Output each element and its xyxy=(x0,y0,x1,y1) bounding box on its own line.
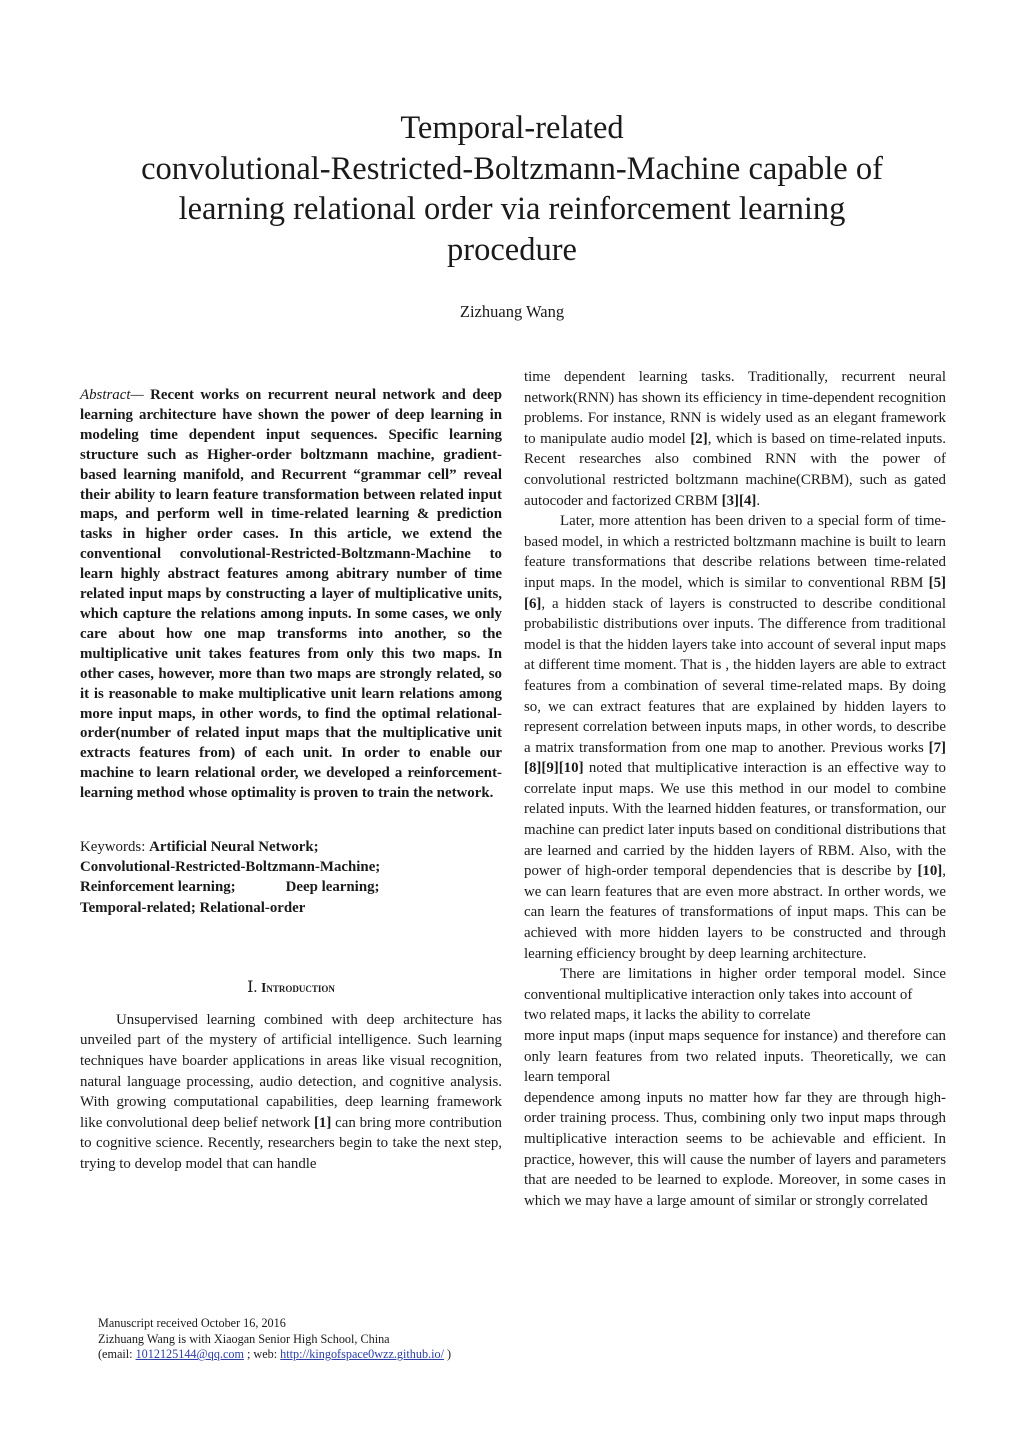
keyword-item: Convolutional-Restricted-Boltzmann-Machine; xyxy=(80,859,381,876)
keyword-item: Deep learning; xyxy=(285,879,380,896)
citation-ref: [5][6] xyxy=(524,574,946,612)
body-text: There are limitations in higher order temporal model. Since conventional multiplicative interaction only takes into account of xyxy=(524,966,946,1003)
body-fragment: dependence among inputs no matter how far they are through high-order training process. Thus, combining only two input maps through multiplicative interaction seems to be achievable and efficient. In practice, however, this will cause the number of layers and parameters that are needed to be learned to explode. Moreover, in some cases in which we may have a large amount of similar or strongly correlated xyxy=(524,1089,946,1209)
footnote-affiliation: Zizhuang Wang is with Xiaogan Senior High School, China xyxy=(98,1331,390,1346)
author-name: Zizhuang Wang xyxy=(459,302,565,321)
body-fragment: more input maps (input maps sequence for instance) and therefore can only learn features from two related inputs. Theoretically, we can learn temporal xyxy=(524,1028,946,1086)
website-link[interactable]: http://kingofspace0wzz.github.io/ xyxy=(280,1347,444,1362)
citation-ref: [7][8][9][10] xyxy=(524,739,946,777)
intro-text: can bring more contribution to cognitive science. Recently, researchers begin to take the next step, trying to develop model that can handle xyxy=(80,1114,502,1172)
body-fragment: two related maps, it lacks the ability to correlate xyxy=(524,1007,811,1024)
abstract-label: Abstract xyxy=(80,387,131,403)
footnote xyxy=(98,1316,518,1363)
abstract-dash: — xyxy=(130,387,151,403)
section-heading-introduction xyxy=(80,978,502,998)
body-paragraph xyxy=(524,367,946,511)
footnote-received: Manuscript received October 16, 2016 xyxy=(98,1316,286,1330)
body-text: . xyxy=(756,492,761,509)
footnote-text: ; web: xyxy=(243,1347,281,1362)
footnote-text: (email: xyxy=(98,1347,136,1362)
keyword-item: Artificial Neural Network; xyxy=(149,839,319,856)
title-line-4: procedure xyxy=(447,231,577,268)
keyword-item: Relational-order xyxy=(199,899,306,916)
body-text: time dependent learning tasks. Traditionally, recurrent neural network(RNN) has shown its efficiency in time-dependent recognition problems. For instance, RNN is widely used as an elegant framework to manipulate audio model xyxy=(524,369,946,447)
abstract-body: Recent works on recurrent neural network and deep learning architecture have shown the power of deep learning in modeling time dependent input sequences. Specific learning structure such as Higher-order boltzmann machine, gradient-based learning manifold, and Recurrent “grammar cell” reveal their ability to learn feature transformation between related input maps, and perform well in time-related learning & prediction tasks in higher order cases. In this article, we extend the conventional convolutional-Restricted-Boltzmann-Machine to learn highly abstract features among abitrary number of time related input maps by constructing a layer of multiplicative units, which capture the relations among inputs. In some cases, we only care about how one map transforms into another, so the multiplicative unit takes features from only this two maps. In other cases, however, more than two maps are strongly related, so it is reasonable to make multiplicative unit learn relations among more input maps, in other words, to find the optimal relational-order(number of related input maps that the multiplicative unit extracts features from) of each unit. In order to enable our machine to learn relational order, we developed a reinforcement-learning method whose optimality is proven to train the network. xyxy=(80,387,502,802)
keyword-item: Temporal-related; xyxy=(80,899,196,916)
section-number: Ⅰ. xyxy=(247,978,258,996)
body-paragraph xyxy=(524,511,946,964)
title-line-2: convolutional-Restricted-Boltzmann-Machine capable of xyxy=(141,150,883,187)
title-line-1: Temporal-related xyxy=(400,110,624,146)
right-column xyxy=(524,367,946,1211)
body-text: , a hidden stack of layers is constructed to describe conditional probabilistic distributions over inputs. The difference from traditional model is that the hidden layers take into account of several input maps at different time moment. That is , the hidden layers are able to extract features from a combination of several time-related maps. By doing so, we can extract features that are explained by hidden layers to represent correlation between inputs maps, in other words, to describe a matrix transformation from one map to another. Previous works xyxy=(524,595,946,756)
body-text: Later, more attention has been driven to a special form of time-based model, in which a restricted boltzmann machine is built to learn feature transformations that describe relations between time-related input maps. In the model, which is similar to conventional RBM xyxy=(524,513,946,591)
footnote-contact xyxy=(98,1347,518,1363)
keywords xyxy=(80,837,502,918)
title-line-3: learning relational order via reinforcement learning xyxy=(178,191,846,227)
email-link[interactable]: 1012125144@qq.com xyxy=(135,1347,244,1362)
body-paragraph xyxy=(524,964,946,1005)
body-text: , which is based on time-related inputs. Recent researches also combined RNN with the power of convolutional restricted boltzmann machine(CRBM), such as gated autocoder and factorized CRBM xyxy=(524,430,947,509)
abstract xyxy=(80,386,502,804)
citation-ref: [2] xyxy=(690,430,708,447)
body-text: noted that multiplicative interaction is an effective way to correlate input maps. We use this method in our model to combine related inputs. With the learned hidden features, or transformation, our machine can predict later inputs based on conditional distributions that are learned and carried by the hidden layers of RBM. Also, with the power of high-order temporal dependencies that is describe by xyxy=(524,760,946,880)
section-title: Introduction xyxy=(261,979,335,995)
footnote-text: ) xyxy=(444,1347,452,1362)
body-text: , we can learn features that are even more abstract. In orther words, we can learn the features of transformations of input maps. This can be achieved with more hidden layers to be constructed and through learning efficiency brought by deep learning architecture. xyxy=(524,863,946,962)
intro-text: Unsupervised learning combined with deep architecture has unveiled part of the mystery of artificial intelligence. Such learning techniques have boarder applications in areas like visual recognition, natural language processing, audio detection, and cognitive analysis. With growing computational capabilities, deep learning framework like convolutional deep belief network xyxy=(80,1011,502,1131)
paper-title xyxy=(100,108,924,270)
citation-ref: [3][4] xyxy=(721,492,757,509)
keywords-label: Keywords: xyxy=(80,839,150,856)
intro-paragraph xyxy=(80,1010,502,1175)
left-column xyxy=(80,386,502,1175)
citation-ref: [1] xyxy=(313,1114,332,1131)
citation-ref: [10] xyxy=(917,863,943,880)
keyword-item: Reinforcement learning; xyxy=(80,879,236,896)
